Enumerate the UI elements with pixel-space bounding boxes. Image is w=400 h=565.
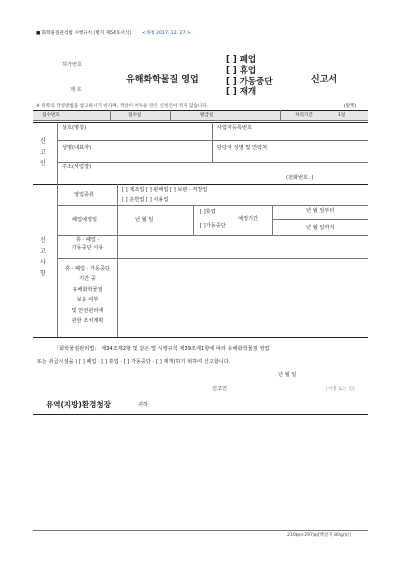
- receipt-date-label: 접수일: [128, 113, 142, 118]
- rule: [212, 122, 213, 162]
- rule: [33, 414, 368, 415]
- rule: [57, 235, 368, 236]
- reason-label-line: 휴 · 폐업 ·: [75, 237, 100, 243]
- measures-label-line: 휴 · 폐업 · 가동중단: [65, 266, 110, 272]
- processing-period-label: 처리기간: [295, 113, 313, 118]
- period-to[interactable]: 년 월 일까지: [306, 225, 335, 231]
- items-side-label: 신 고 사 항: [40, 237, 46, 277]
- reason-label: [58, 237, 117, 252]
- recipient-suffix: 귀하: [138, 402, 149, 408]
- business-type-options-1[interactable]: [ ] 제조업 [ ] 판매업 [ ] 보관 · 저장업: [122, 187, 208, 193]
- closure-date-value[interactable]: 년 월 일: [135, 217, 154, 223]
- option-halt[interactable]: [ ] 가동중단: [226, 76, 273, 87]
- signer-label: 신고인: [212, 386, 228, 392]
- rule: [33, 122, 368, 123]
- halt-option[interactable]: [ ]가동중단: [200, 223, 226, 229]
- rule: [117, 184, 118, 337]
- rule: [280, 110, 281, 120]
- representative-field[interactable]: 성명(대표자): [62, 145, 92, 151]
- issue-date-label: 발급일: [200, 113, 214, 118]
- measures-label-line: 보유 여부: [76, 297, 99, 304]
- suspend-option[interactable]: [ ]휴업: [200, 209, 216, 215]
- option-resume[interactable]: [ ] 재개: [226, 87, 257, 98]
- rule: [57, 258, 368, 259]
- closure-date-label: 폐업예정일: [72, 217, 98, 223]
- business-type-label: 영업종류: [74, 192, 95, 198]
- rule: [170, 110, 171, 120]
- rule: [193, 205, 194, 235]
- contact-person-field[interactable]: 담당자 성명 및 연락처: [217, 145, 268, 151]
- permit-number-suffix: 제 호: [70, 87, 82, 93]
- declarant-side-label: 신 고 인: [40, 138, 46, 167]
- permit-number-label: 허가번호: [62, 62, 83, 68]
- measures-label-line: 유해화학물질: [72, 286, 103, 293]
- instruction-note: ※ 뒤쪽의 작성방법을 참고하시기 바라며, 색상이 어두운 란은 신청인이 적지 않습니다.: [36, 104, 209, 109]
- rule: [57, 162, 368, 163]
- measures-label-line: 관한 조치계획: [71, 318, 104, 325]
- rule: [57, 205, 368, 206]
- form-title-end: 신고서: [311, 75, 338, 85]
- rule: [33, 184, 368, 185]
- measures-label: [58, 264, 117, 326]
- option-list: [226, 55, 273, 98]
- option-suspension[interactable]: [ ] 휴업: [226, 65, 257, 76]
- rule: [110, 110, 111, 120]
- rule: [272, 205, 273, 235]
- rule: [272, 219, 368, 220]
- phone-field[interactable]: (전화번호: ): [286, 175, 314, 181]
- trade-name-field[interactable]: 상호(명칭): [62, 125, 87, 131]
- planned-period-label: 예정기간: [238, 216, 259, 222]
- rule: [33, 110, 368, 111]
- declaration-line-2: 또는 취급시설을 ( [ ] 폐업 · [ ] 휴업 · [ ] 가동중단 · [ ] 재개)하기 위하여 신고합니다.: [37, 359, 231, 365]
- rule: [33, 337, 368, 338]
- recipient: 유역(지방)환경청장: [46, 400, 111, 409]
- rule: [57, 140, 368, 141]
- declaration-line-1: 「화학물질관리법」 제34조제2항 및 같은 법 시행규칙 제39조제1항에 따라 유해화학물질 영업: [54, 346, 270, 352]
- rule: [33, 120, 368, 121]
- paper-spec: 210㎜×297㎜[백상지 80g/㎡]: [287, 533, 351, 538]
- address-field[interactable]: 주소(사업장): [62, 164, 92, 170]
- option-closure[interactable]: [ ] 폐업: [226, 55, 257, 65]
- business-reg-no-field[interactable]: 사업자등록번호: [217, 125, 253, 131]
- measures-label-line: 및 안전관리에: [71, 307, 104, 314]
- law-reference: ■ 화학물질관리법 시행규칙 [별지 제54호서식]: [36, 31, 132, 36]
- rule: [57, 122, 58, 184]
- processing-period-value: 1일: [338, 113, 346, 118]
- amendment-date: <개정 2017. 12. 27.>: [142, 31, 191, 36]
- rule: [33, 530, 368, 531]
- declaration-date[interactable]: 년 월 일: [278, 372, 297, 378]
- receipt-no-label: 접수번호: [42, 113, 60, 118]
- signature-field[interactable]: (서명 또는 인): [326, 387, 355, 392]
- form-title: 유해화학물질 영업: [126, 75, 199, 85]
- measures-label-line: 기간 중: [79, 276, 96, 283]
- reason-label-line: 가동중단 사유: [71, 244, 104, 251]
- business-type-options-2[interactable]: [ ] 운반업 [ ] 사용업: [122, 197, 169, 203]
- page-side: (앞쪽): [344, 104, 357, 109]
- period-from[interactable]: 년 월 일부터: [306, 208, 335, 214]
